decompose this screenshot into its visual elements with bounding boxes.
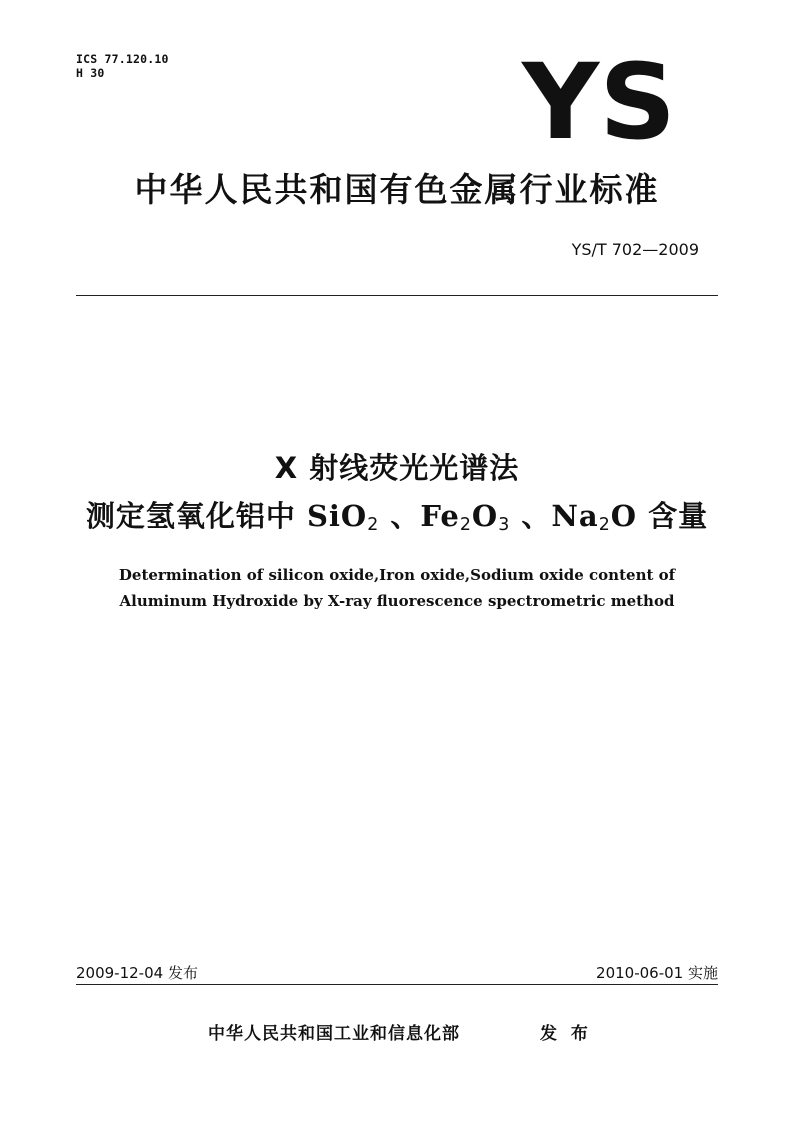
formula-fe: Fe	[420, 499, 460, 533]
formula-sio: SiO	[306, 499, 368, 533]
formula-na: Na	[551, 499, 599, 533]
separator-1: 、	[379, 499, 421, 533]
standard-number: YS/T 702—2009	[571, 240, 699, 259]
formula-sio-sub: 2	[367, 515, 380, 535]
ys-logo-text: YS	[520, 60, 676, 142]
issuing-ministry: 中华人民共和国工业和信息化部	[208, 1024, 460, 1044]
formula-o2: O	[610, 499, 638, 533]
ys-logo	[520, 60, 678, 142]
publish-label: 发 布	[540, 1024, 592, 1044]
title2-prefix: 测定氢氧化铝中	[85, 499, 307, 533]
bottom-divider	[76, 984, 718, 985]
ccs-code: H 30	[76, 66, 105, 80]
formula-na-sub: 2	[598, 515, 611, 535]
formula-fe-sub: 2	[459, 515, 472, 535]
implementation-date: 2010-06-01 实施	[596, 964, 718, 982]
title2-suffix: 含量	[637, 499, 709, 533]
english-title-line-1: Determination of silicon oxide,Iron oxide,Sodium oxide content of	[118, 566, 676, 584]
ics-code: ICS 77.120.10	[76, 52, 169, 66]
title-line-2	[0, 494, 794, 535]
separator-2: 、	[510, 499, 552, 533]
formula-o-sub: 3	[498, 515, 511, 535]
formula-o: O	[471, 499, 499, 533]
issue-date: 2009-12-04 发布	[76, 964, 198, 982]
top-divider	[76, 295, 718, 296]
standard-category: 中华人民共和国有色金属行业标准	[134, 170, 660, 209]
english-title-line-2: Aluminum Hydroxide by X-ray fluorescence spectrometric method	[119, 592, 675, 610]
title-line-1: X 射线荧光光谱法	[274, 451, 520, 485]
